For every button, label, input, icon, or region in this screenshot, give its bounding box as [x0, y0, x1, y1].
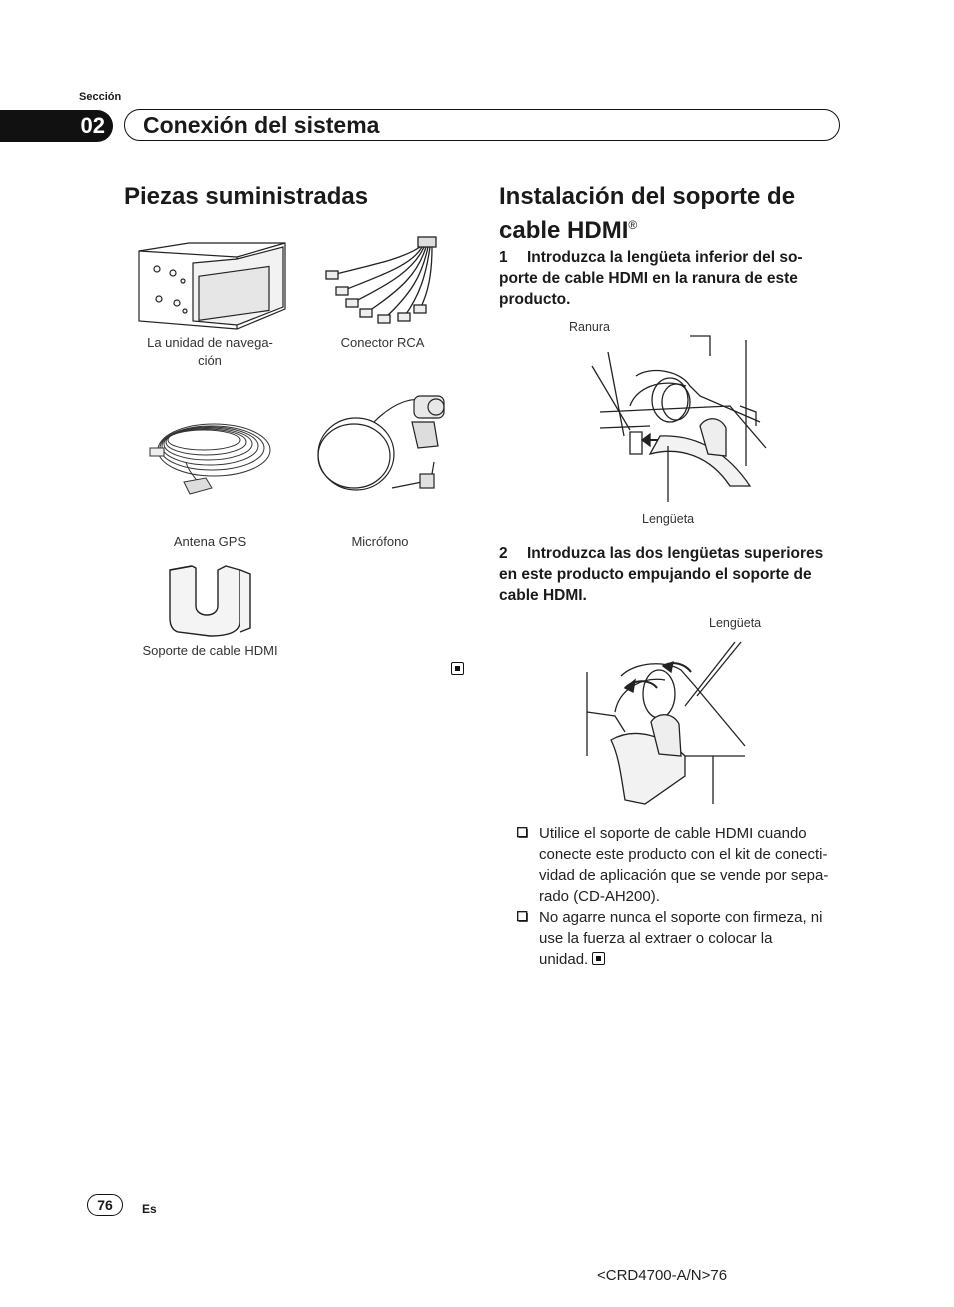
- note-line-text: unidad.: [539, 951, 589, 968]
- note-line: Utilice el soporte de cable HDMI cuando: [539, 825, 807, 842]
- heading-line: [499, 211, 795, 245]
- fig2-label-tab: Lengüeta: [709, 616, 762, 630]
- step-text: Introduzca la lengüeta inferior del so-: [527, 249, 803, 266]
- step-number: 2: [499, 545, 508, 562]
- note-text: [539, 907, 839, 970]
- section-title: Conexión del sistema: [143, 112, 380, 138]
- note-line: No agarre nunca el soporte con firmeza, ni: [539, 909, 823, 926]
- step-number: 1: [499, 249, 508, 266]
- note-line: conecte este producto con el kit de conecti-: [539, 846, 828, 863]
- section-end-mark: [451, 662, 464, 675]
- caption-line: ción: [198, 353, 222, 368]
- step1-illustration: [590, 336, 770, 506]
- step2-illustration: [585, 636, 750, 806]
- navigation-unit-illustration: [137, 241, 287, 333]
- caption-line: La unidad de navega-: [147, 335, 273, 350]
- note-line: rado (CD-AH200).: [539, 888, 660, 905]
- heading-line: Instalación del soporte de: [499, 183, 796, 210]
- step-1: [499, 247, 844, 310]
- step-line: producto.: [499, 291, 571, 308]
- step-line: [499, 247, 844, 268]
- rca-connector-illustration: [322, 235, 440, 325]
- step-2: [499, 543, 844, 606]
- heading-text: cable HDMI: [499, 217, 629, 244]
- caption-hdmi-holder: Soporte de cable HDMI: [142, 643, 278, 658]
- note-2: [517, 907, 847, 971]
- caption-microphone: Micrófono: [351, 534, 409, 549]
- page-number: 76: [87, 1194, 123, 1216]
- hdmi-install-heading: [499, 183, 795, 245]
- step-line: cable HDMI.: [499, 587, 587, 604]
- hdmi-holder-illustration: [166, 562, 254, 638]
- note-checkbox-icon: [517, 911, 528, 922]
- caption-gps-antenna: Antena GPS: [173, 534, 247, 549]
- section-number-badge: 02: [0, 110, 113, 142]
- registered-mark: ®: [628, 218, 638, 232]
- language-code: Es: [142, 1202, 157, 1216]
- note-line: use la fuerza al extraer o colocar la: [539, 930, 773, 947]
- step-line: [499, 543, 844, 564]
- step-line: en este producto empujando el soporte de: [499, 566, 812, 583]
- fig1-label-slot: Ranura: [569, 320, 610, 334]
- section-end-mark: [592, 952, 605, 965]
- note-checkbox-icon: [517, 827, 528, 838]
- step-line: porte de cable HDMI en la ranura de este: [499, 270, 798, 287]
- document-code: <CRD4700-A/N>76: [597, 1267, 728, 1284]
- caption-navigation-unit: [125, 334, 295, 370]
- step-text: Introduzca las dos lengüetas superiores: [527, 545, 824, 562]
- note-text: [539, 823, 839, 907]
- fig1-label-tab: Lengüeta: [642, 512, 695, 526]
- note-line: [539, 949, 839, 970]
- caption-rca-connector: Conector RCA: [340, 335, 425, 350]
- supplied-parts-heading: Piezas suministradas: [124, 183, 369, 210]
- note-1: [517, 823, 847, 907]
- note-line: vidad de aplicación que se vende por sepa-: [539, 867, 829, 884]
- microphone-illustration: [314, 392, 452, 500]
- gps-antenna-illustration: [148, 410, 272, 496]
- section-label: Sección: [79, 91, 122, 103]
